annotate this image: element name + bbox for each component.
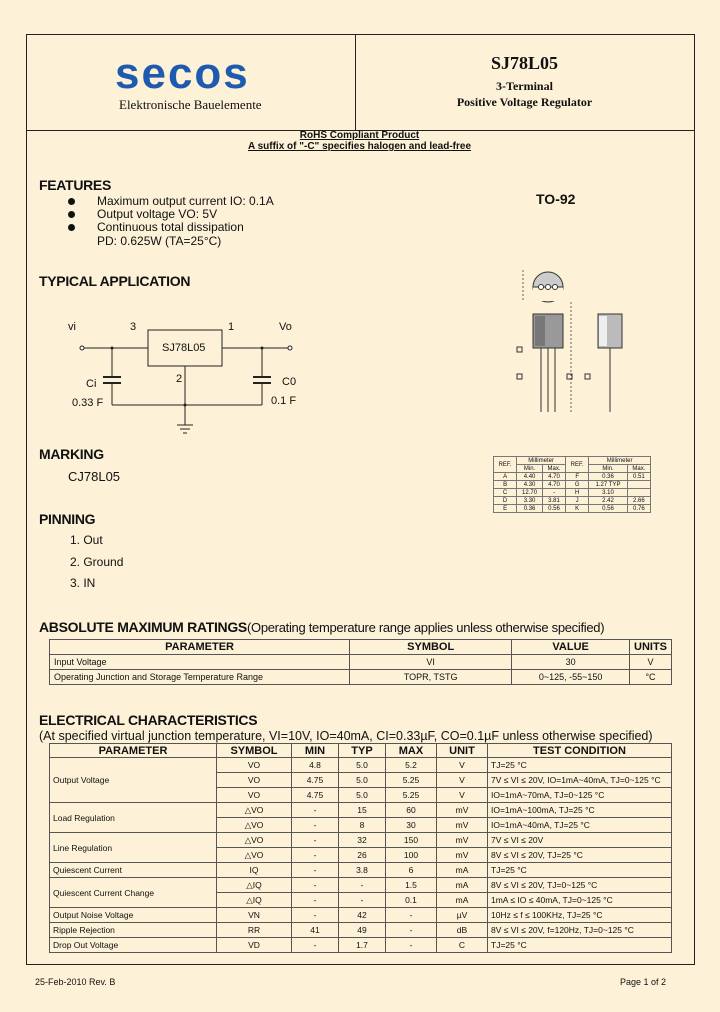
value-cell: -	[386, 938, 437, 953]
col-header: UNIT	[437, 744, 488, 758]
dim-header: Max.	[627, 465, 650, 473]
dim-cell: E	[494, 505, 517, 513]
cell: Operating Junction and Storage Temperature Range	[50, 670, 350, 685]
value-cell: 100	[386, 848, 437, 863]
dim-cell: 4.40	[517, 473, 543, 481]
param-cell: Output Voltage	[50, 758, 217, 803]
subtitle-2: Positive Voltage Regulator	[456, 95, 593, 109]
value-cell: 150	[386, 833, 437, 848]
part-number: SJ78L05	[490, 53, 559, 73]
pin-item: 1. Out	[70, 533, 103, 547]
dim-cell: H	[566, 489, 589, 497]
dim-cell: 0.56	[589, 505, 627, 513]
table-row	[50, 655, 672, 670]
symbol-cell: △IQ	[217, 878, 292, 893]
feature-item: PD: 0.625W (TA=25°C)	[97, 234, 222, 248]
header-box	[26, 34, 695, 131]
value-cell: 60	[386, 803, 437, 818]
value-cell: 7V ≤ VI ≤ 20V, IO=1mA~40mA, TJ=0~125 °C	[488, 773, 672, 788]
value-cell: 4.75	[292, 788, 339, 803]
dim-cell: -	[542, 489, 565, 497]
value-cell: 8V ≤ VI ≤ 20V, TJ=0~125 °C	[488, 878, 672, 893]
dim-cell: 0.36	[517, 505, 543, 513]
value-cell: -	[292, 818, 339, 833]
marking-title: MARKING	[39, 446, 104, 462]
value-cell: 30	[386, 818, 437, 833]
footer-page: Page 1 of 2	[620, 977, 667, 987]
value-cell: 8	[339, 818, 386, 833]
dim-cell: 0.56	[542, 505, 565, 513]
dim-header: Max.	[542, 465, 565, 473]
value-cell: dB	[437, 923, 488, 938]
value-cell: µV	[437, 908, 488, 923]
dim-cell: J	[566, 497, 589, 505]
value-cell: 1.7	[339, 938, 386, 953]
abs-max-title	[39, 619, 604, 635]
symbol-cell: IQ	[217, 863, 292, 878]
dim-cell	[627, 481, 650, 489]
dim-cell: 2.42	[589, 497, 627, 505]
value-cell: 7V ≤ VI ≤ 20V	[488, 833, 672, 848]
col-header: TEST CONDITION	[488, 744, 672, 758]
value-cell: 5.25	[386, 773, 437, 788]
col-header: TYP	[339, 744, 386, 758]
value-cell: 1mA ≤ IO ≤ 40mA, TJ=0~125 °C	[488, 893, 672, 908]
symbol-cell: RR	[217, 923, 292, 938]
dim-cell: K	[566, 505, 589, 513]
circuit-pin1-label: 1	[228, 321, 235, 333]
param-cell: Quiescent Current Change	[50, 878, 217, 908]
bullet	[68, 211, 75, 218]
value-cell: V	[437, 773, 488, 788]
table-row	[50, 833, 672, 848]
value-cell: TJ=25 °C	[488, 863, 672, 878]
table-row	[494, 489, 651, 497]
halogen-notice: A suffix of "-C" specifies halogen and lead-free	[247, 141, 472, 152]
value-cell: -	[292, 803, 339, 818]
dimension-table	[493, 456, 651, 513]
value-cell: mV	[437, 848, 488, 863]
dim-cell: 3.30	[517, 497, 543, 505]
table-row	[50, 803, 672, 818]
symbol-cell: VD	[217, 938, 292, 953]
to92-package-drawing	[513, 262, 633, 422]
value-cell: 1.5	[386, 878, 437, 893]
value-cell: 26	[339, 848, 386, 863]
dim-cell: 4.30	[517, 481, 543, 489]
electrical-conditions: (At specified virtual junction temperature, VI=10V, IO=40mA, CI=0.33µF, CO=0.1µF unless otherwise specified)	[39, 729, 653, 743]
value-cell: 6	[386, 863, 437, 878]
cell: TOPR, TSTG	[350, 670, 512, 685]
circuit-c0-label: C0	[282, 376, 297, 388]
circuit-vo-label: Vo	[279, 321, 292, 333]
value-cell: IO=1mA~40mA, TJ=25 °C	[488, 818, 672, 833]
value-cell: 0.1	[386, 893, 437, 908]
cell: VI	[350, 655, 512, 670]
value-cell: 5.25	[386, 788, 437, 803]
value-cell: -	[292, 848, 339, 863]
value-cell: mV	[437, 803, 488, 818]
col-header: MIN	[292, 744, 339, 758]
cell: °C	[630, 670, 672, 685]
value-cell: 5.0	[339, 773, 386, 788]
dim-header: Min.	[589, 465, 627, 473]
value-cell: 49	[339, 923, 386, 938]
value-cell: 4.75	[292, 773, 339, 788]
symbol-cell: △VO	[217, 818, 292, 833]
company-logo: secos	[115, 49, 250, 98]
value-cell: IO=1mA~100mA, TJ=25 °C	[488, 803, 672, 818]
table-row	[50, 923, 672, 938]
dim-cell: 0.51	[627, 473, 650, 481]
cell: 30	[512, 655, 630, 670]
value-cell: TJ=25 °C	[488, 758, 672, 773]
electrical-title: ELECTRICAL CHARACTERISTICS	[39, 712, 258, 728]
value-cell: 15	[339, 803, 386, 818]
circuit-vi-label: vi	[68, 321, 76, 333]
package-label: TO-92	[536, 191, 576, 207]
symbol-cell: VO	[217, 788, 292, 803]
value-cell: -	[292, 863, 339, 878]
col-header: MAX	[386, 744, 437, 758]
dim-header: REF.	[494, 457, 517, 473]
value-cell: mV	[437, 833, 488, 848]
value-cell: -	[292, 878, 339, 893]
features-title: FEATURES	[39, 177, 112, 193]
dim-cell: 0.36	[589, 473, 627, 481]
dim-cell: G	[566, 481, 589, 489]
dim-cell	[627, 489, 650, 497]
table-row	[50, 938, 672, 953]
pin-item: 2. Ground	[70, 555, 124, 569]
cell: Input Voltage	[50, 655, 350, 670]
value-cell: 5.2	[386, 758, 437, 773]
company-name: Elektronische Bauelemente	[119, 97, 262, 112]
value-cell: 5.0	[339, 788, 386, 803]
col-header: PARAMETER	[50, 640, 350, 655]
value-cell: 4.8	[292, 758, 339, 773]
abs-max-table	[49, 639, 672, 685]
value-cell: mA	[437, 863, 488, 878]
dim-cell: 2.66	[627, 497, 650, 505]
circuit-ci-value: 0.33 F	[72, 397, 104, 409]
value-cell: 41	[292, 923, 339, 938]
col-header: PARAMETER	[50, 744, 217, 758]
value-cell: 8V ≤ VI ≤ 20V, TJ=25 °C	[488, 848, 672, 863]
value-cell: -	[386, 908, 437, 923]
value-cell: 8V ≤ VI ≤ 20V, f=120Hz, TJ=0~125 °C	[488, 923, 672, 938]
typical-application-title: TYPICAL APPLICATION	[39, 273, 191, 289]
abs-max-heading: ABSOLUTE MAXIMUM RATINGS	[39, 619, 247, 635]
table-row	[50, 908, 672, 923]
dim-header: REF.	[566, 457, 589, 473]
table-row	[50, 863, 672, 878]
symbol-cell: △VO	[217, 833, 292, 848]
application-circuit	[60, 315, 310, 440]
value-cell: C	[437, 938, 488, 953]
value-cell: 32	[339, 833, 386, 848]
value-cell: -	[292, 908, 339, 923]
value-cell: -	[339, 893, 386, 908]
col-header: SYMBOL	[350, 640, 512, 655]
abs-max-note: (Operating temperature range applies unless otherwise specified)	[246, 620, 605, 635]
dim-cell: C	[494, 489, 517, 497]
value-cell: V	[437, 758, 488, 773]
value-cell: IO=1mA~70mA, TJ=0~125 °C	[488, 788, 672, 803]
dim-cell: 3.10	[589, 489, 627, 497]
col-header: VALUE	[512, 640, 630, 655]
value-cell: -	[386, 923, 437, 938]
dim-cell: 0.76	[627, 505, 650, 513]
dim-cell: F	[566, 473, 589, 481]
dim-cell: 4.70	[542, 481, 565, 489]
value-cell: mA	[437, 878, 488, 893]
dim-header: Millimeter	[589, 457, 651, 465]
table-row	[494, 481, 651, 489]
dim-header: Min.	[517, 465, 543, 473]
value-cell: 42	[339, 908, 386, 923]
value-cell: 10Hz ≤ f ≤ 100KHz, TJ=25 °C	[488, 908, 672, 923]
param-cell: Drop Out Voltage	[50, 938, 217, 953]
circuit-ic-label: SJ78L05	[162, 342, 206, 354]
col-header: UNITS	[630, 640, 672, 655]
subtitle-1: 3-Terminal	[496, 79, 553, 93]
value-cell: mA	[437, 893, 488, 908]
dim-cell: D	[494, 497, 517, 505]
bullet	[68, 198, 75, 205]
circuit-pin3-label: 3	[130, 321, 137, 333]
table-row	[494, 473, 651, 481]
table-row	[50, 758, 672, 773]
param-cell: Line Regulation	[50, 833, 217, 863]
param-cell: Load Regulation	[50, 803, 217, 833]
symbol-cell: VO	[217, 758, 292, 773]
table-row	[494, 505, 651, 513]
symbol-cell: △IQ	[217, 893, 292, 908]
param-cell: Quiescent Current	[50, 863, 217, 878]
symbol-cell: VO	[217, 773, 292, 788]
dim-cell: 3.81	[542, 497, 565, 505]
value-cell: -	[292, 938, 339, 953]
footer-date: 25-Feb-2010 Rev. B	[35, 977, 116, 987]
cell: 0~125, -55~150	[512, 670, 630, 685]
symbol-cell: △VO	[217, 803, 292, 818]
bullet	[68, 224, 75, 231]
param-cell: Output Noise Voltage	[50, 908, 217, 923]
dim-header: Millimeter	[517, 457, 566, 465]
circuit-ci-label: Ci	[86, 378, 97, 390]
value-cell: -	[292, 833, 339, 848]
value-cell: mV	[437, 818, 488, 833]
value-cell: TJ=25 °C	[488, 938, 672, 953]
marking-value: CJ78L05	[68, 469, 121, 484]
symbol-cell: VN	[217, 908, 292, 923]
dim-cell: 4.70	[542, 473, 565, 481]
circuit-c0-value: 0.1 F	[271, 395, 297, 407]
pinning-title: PINNING	[39, 511, 96, 527]
feature-item: Output voltage VO: 5V	[97, 207, 218, 221]
dim-cell: B	[494, 481, 517, 489]
value-cell: V	[437, 788, 488, 803]
col-header: SYMBOL	[217, 744, 292, 758]
param-cell: Ripple Rejection	[50, 923, 217, 938]
table-row	[494, 497, 651, 505]
circuit-pin2-label: 2	[176, 373, 183, 385]
value-cell: 3.8	[339, 863, 386, 878]
cell: V	[630, 655, 672, 670]
table-row	[50, 670, 672, 685]
value-cell: -	[339, 878, 386, 893]
dim-cell: A	[494, 473, 517, 481]
electrical-table	[49, 743, 672, 953]
feature-item: Continuous total dissipation	[97, 220, 244, 234]
pin-item: 3. IN	[70, 576, 96, 590]
rohs-notice: RoHS Compliant Product	[299, 130, 420, 141]
symbol-cell: △VO	[217, 848, 292, 863]
value-cell: -	[292, 893, 339, 908]
value-cell: 5.0	[339, 758, 386, 773]
dim-cell: 1.27 TYP	[589, 481, 627, 489]
table-row	[50, 878, 672, 893]
dim-cell: 12.70	[517, 489, 543, 497]
feature-item: Maximum output current IO: 0.1A	[97, 194, 274, 208]
